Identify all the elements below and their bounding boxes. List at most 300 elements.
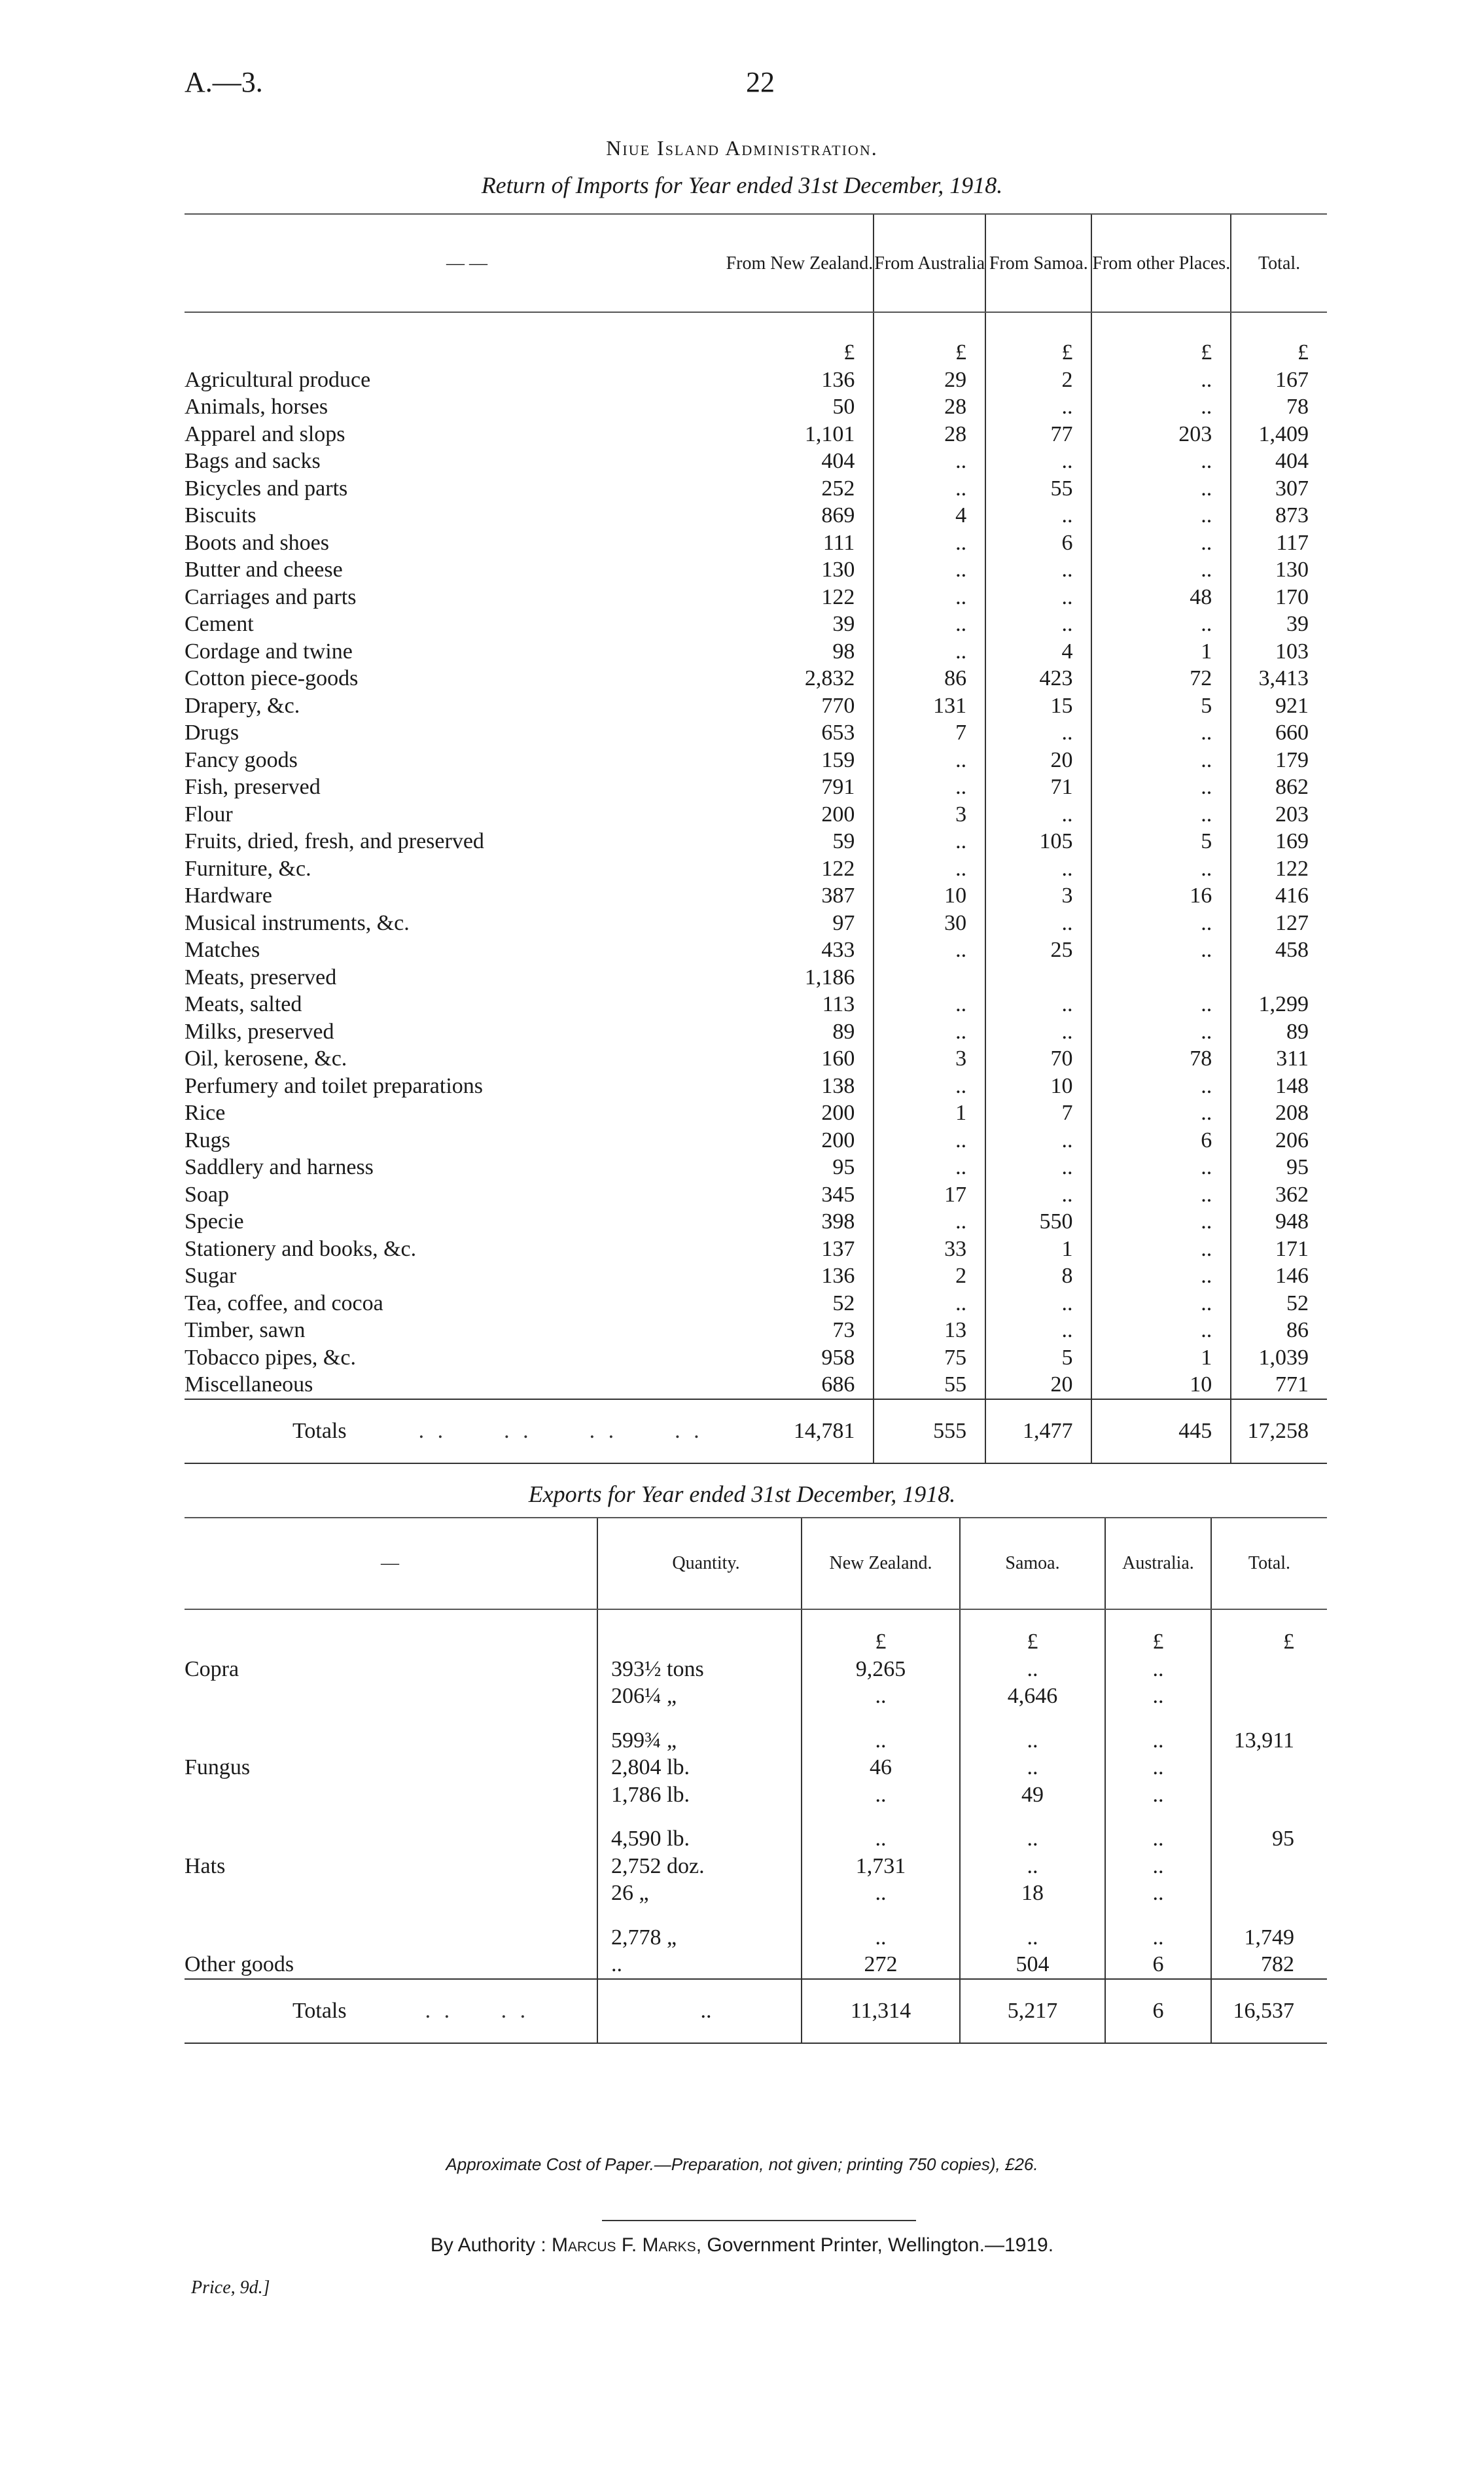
import-value-nz: 89: [832, 1019, 855, 1044]
import-value-samoa: ..: [1061, 584, 1073, 609]
import-value-total: 873: [1275, 503, 1309, 527]
currency-au: £: [874, 312, 985, 366]
import-item-label: Flour: [185, 802, 233, 827]
import-value-samoa: 2: [1061, 367, 1073, 392]
export-value-australia: ..: [1152, 1881, 1164, 1905]
export-value-australia: ..: [1152, 1925, 1164, 1950]
price-note: Price, 9d.]: [191, 2277, 270, 2298]
import-value-au: ..: [955, 558, 967, 582]
export-quantity: 4,590 lb.: [611, 1827, 690, 1851]
export-value-samoa: ..: [1027, 1853, 1038, 1878]
col-header-other: From other Places.: [1091, 214, 1231, 312]
import-item-label: Agricultural produce: [185, 367, 371, 392]
import-value-samoa: 3: [1061, 884, 1073, 908]
import-value-total: 86: [1286, 1318, 1309, 1342]
export-item-label: Other goods: [185, 1952, 294, 1976]
export-value-samoa: 18: [1021, 1881, 1044, 1905]
imports-row: [185, 1344, 1327, 1372]
export-quantity: 2,778 „: [611, 1925, 677, 1950]
import-value-samoa: ..: [1061, 395, 1073, 419]
export-value-nz: 272: [864, 1952, 898, 1976]
import-item-label: Apparel and slops: [185, 421, 345, 446]
import-value-nz: 958: [821, 1345, 855, 1370]
import-value-nz: 433: [821, 938, 855, 962]
imports-row: [185, 475, 1327, 503]
import-value-other: 203: [1178, 421, 1212, 446]
imports-row: [185, 421, 1327, 448]
import-value-other: ..: [1201, 1264, 1212, 1288]
import-value-nz: 160: [821, 1046, 855, 1071]
imports-row: [185, 556, 1327, 584]
import-value-total: 1,409: [1258, 421, 1309, 446]
import-value-au: ..: [955, 1128, 967, 1152]
import-value-au: 7: [955, 721, 967, 745]
totals-nz: 14,781: [726, 1399, 874, 1463]
import-value-samoa: 71: [1050, 775, 1073, 799]
import-value-au: ..: [955, 639, 967, 664]
import-value-nz: 387: [821, 884, 855, 908]
import-item-label: Tea, coffee, and cocoa: [185, 1291, 383, 1315]
imports-row: [185, 910, 1327, 937]
import-value-other: ..: [1201, 747, 1212, 772]
imports-header-row: [185, 214, 1327, 312]
import-value-au: ..: [955, 612, 967, 636]
import-item-label: Perfumery and toilet preparations: [185, 1073, 484, 1098]
export-value-nz: ..: [875, 1827, 887, 1851]
imports-row: [185, 1073, 1327, 1100]
import-value-total: 660: [1275, 721, 1309, 745]
footer-divider: [602, 2220, 916, 2221]
import-value-nz: 345: [821, 1182, 855, 1207]
import-value-total: 78: [1286, 395, 1309, 419]
currency-row: [185, 312, 1327, 366]
import-value-au: ..: [955, 1073, 967, 1098]
import-value-samoa: 550: [1039, 1209, 1073, 1234]
import-item-label: Fish, preserved: [185, 775, 321, 799]
import-value-total: 206: [1275, 1128, 1309, 1152]
imports-row: [185, 393, 1327, 421]
import-value-total: 39: [1286, 612, 1309, 636]
exp-totals-qty: ..: [597, 1979, 802, 2043]
col-header-samoa: From Samoa.: [985, 214, 1091, 312]
import-value-other: ..: [1201, 1182, 1212, 1207]
import-value-nz: 791: [821, 775, 855, 799]
import-value-nz: 1,186: [804, 965, 855, 990]
export-value-samoa: ..: [1027, 1728, 1038, 1753]
import-value-samoa: 55: [1050, 476, 1073, 501]
import-item-label: Miscellaneous: [185, 1372, 313, 1397]
import-value-au: 17: [944, 1182, 967, 1207]
import-value-au: 10: [944, 884, 967, 908]
import-value-other: 78: [1190, 1046, 1212, 1071]
import-value-nz: 136: [821, 367, 855, 392]
printer-authority: [0, 2234, 1484, 2257]
import-value-au: ..: [955, 476, 967, 501]
import-value-nz: 130: [821, 558, 855, 582]
import-value-au: 131: [933, 693, 967, 718]
import-value-au: ..: [955, 449, 967, 473]
import-value-other: ..: [1201, 1209, 1212, 1234]
currency-nz: £: [843, 340, 855, 365]
exports-header-blank: —: [185, 1518, 597, 1609]
authority-prefix: By Authority :: [430, 2234, 546, 2256]
import-value-total: 167: [1275, 367, 1309, 392]
import-value-nz: 404: [821, 449, 855, 473]
totals-other: 445: [1091, 1399, 1231, 1463]
import-value-other: ..: [1201, 802, 1212, 827]
exports-row: [185, 1808, 1327, 1853]
import-value-au: 75: [944, 1345, 967, 1370]
exp-totals-nz: 11,314: [802, 1979, 960, 2043]
import-value-other: 10: [1190, 1372, 1212, 1397]
export-value-nz: ..: [875, 1684, 887, 1708]
import-value-total: 169: [1275, 829, 1309, 853]
import-value-au: ..: [955, 747, 967, 772]
import-value-au: 2: [955, 1264, 967, 1288]
import-value-samoa: 6: [1061, 530, 1073, 555]
export-quantity: 599¾ „: [611, 1728, 677, 1753]
export-value-nz: £: [875, 1630, 887, 1654]
export-value-nz: 46: [870, 1755, 892, 1779]
imports-header-blank: — —: [185, 214, 726, 312]
import-value-nz: 122: [821, 584, 855, 609]
import-value-au: ..: [955, 1019, 967, 1044]
import-item-label: Meats, preserved: [185, 965, 337, 990]
export-value-nz: ..: [875, 1925, 887, 1950]
import-value-nz: 122: [821, 856, 855, 881]
import-value-samoa: ..: [1061, 503, 1073, 527]
import-value-samoa: ..: [1061, 1128, 1073, 1152]
export-item-label: Fungus: [185, 1755, 251, 1779]
imports-row: [185, 1018, 1327, 1046]
exports-row: [185, 1609, 1327, 1656]
export-value-nz: ..: [875, 1728, 887, 1753]
import-value-nz: 59: [832, 829, 855, 853]
import-value-samoa: ..: [1061, 1182, 1073, 1207]
import-value-other: ..: [1201, 1155, 1212, 1179]
import-item-label: Specie: [185, 1209, 244, 1234]
import-value-nz: 137: [821, 1236, 855, 1261]
import-value-au: 86: [944, 666, 967, 690]
import-value-total: 921: [1275, 693, 1309, 718]
import-item-label: Drugs: [185, 721, 239, 745]
export-value-nz: 1,731: [855, 1853, 906, 1878]
import-value-nz: 138: [821, 1073, 855, 1098]
import-value-other: ..: [1201, 476, 1212, 501]
exports-row: [185, 1781, 1327, 1809]
totals-samoa: 1,477: [985, 1399, 1091, 1463]
import-item-label: Milks, preserved: [185, 1019, 334, 1044]
import-value-total: 89: [1286, 1019, 1309, 1044]
export-value-australia: ..: [1152, 1755, 1164, 1779]
import-value-au: ..: [955, 530, 967, 555]
import-value-au: 13: [944, 1318, 967, 1342]
export-item-label: Hats: [185, 1853, 226, 1878]
import-value-au: ..: [955, 829, 967, 853]
imports-row: [185, 502, 1327, 529]
import-value-total: 122: [1275, 856, 1309, 881]
export-quantity: 1,786 lb.: [611, 1782, 690, 1807]
import-value-total: 307: [1275, 476, 1309, 501]
import-item-label: Timber, sawn: [185, 1318, 306, 1342]
imports-row: [185, 1045, 1327, 1073]
export-value-nz: ..: [875, 1881, 887, 1905]
export-value-australia: ..: [1152, 1827, 1164, 1851]
import-value-samoa: 20: [1050, 747, 1073, 772]
import-value-total: 103: [1275, 639, 1309, 664]
import-value-total: 362: [1275, 1182, 1309, 1207]
import-item-label: Musical instruments, &c.: [185, 910, 410, 935]
import-item-label: Furniture, &c.: [185, 856, 311, 881]
import-value-nz: 398: [821, 1209, 855, 1234]
export-value-australia: 6: [1152, 1952, 1164, 1976]
exports-subtitle: Exports for Year ended 31st December, 1918.: [528, 1481, 956, 1507]
import-value-other: 16: [1190, 884, 1212, 908]
export-quantity: 2,752 doz.: [611, 1853, 705, 1878]
import-value-nz: 1,101: [804, 421, 855, 446]
import-value-samoa: 105: [1039, 829, 1073, 853]
import-item-label: Animals, horses: [185, 395, 328, 419]
imports-totals-row: Totals . . . . . . . . 14,781 555 1,477 445 17,258: [185, 1399, 1327, 1463]
imports-row: [185, 692, 1327, 720]
imports-row: [185, 1181, 1327, 1209]
import-value-other: ..: [1201, 395, 1212, 419]
import-value-other: 6: [1201, 1128, 1212, 1152]
import-value-other: ..: [1201, 367, 1212, 392]
import-value-nz: 686: [821, 1372, 855, 1397]
imports-row: [185, 937, 1327, 964]
import-value-samoa: ..: [1061, 1019, 1073, 1044]
import-value-total: 1,039: [1258, 1345, 1309, 1370]
export-value-total: £: [1283, 1630, 1294, 1654]
export-value-samoa: ..: [1027, 1925, 1038, 1950]
imports-row: [185, 855, 1327, 883]
imports-row: [185, 747, 1327, 774]
import-item-label: Hardware: [185, 884, 273, 908]
import-item-label: Fancy goods: [185, 747, 298, 772]
import-value-nz: 2,832: [804, 666, 855, 690]
import-value-samoa: ..: [1061, 910, 1073, 935]
import-value-au: ..: [955, 584, 967, 609]
exports-row: [185, 1907, 1327, 1952]
exports-row: [185, 1754, 1327, 1781]
exp-totals-samoa: 5,217: [960, 1979, 1105, 2043]
import-value-other: ..: [1201, 612, 1212, 636]
document-reference: A.—3.: [185, 66, 263, 98]
import-value-au: ..: [955, 938, 967, 962]
import-value-total: 862: [1275, 775, 1309, 799]
import-item-label: Rugs: [185, 1128, 230, 1152]
import-value-other: ..: [1201, 721, 1212, 745]
import-value-nz: 113: [822, 992, 855, 1016]
exp-col-australia: Australia.: [1105, 1518, 1211, 1609]
import-item-label: Soap: [185, 1182, 229, 1207]
import-value-samoa: 15: [1050, 693, 1073, 718]
exports-row: [185, 1951, 1327, 1979]
export-quantity: 393½ tons: [611, 1656, 704, 1681]
import-value-other: ..: [1201, 992, 1212, 1016]
import-item-label: Biscuits: [185, 503, 256, 527]
import-value-samoa: 77: [1050, 421, 1073, 446]
import-value-nz: 252: [821, 476, 855, 501]
import-value-total: 1,299: [1258, 992, 1309, 1016]
import-value-other: ..: [1201, 1073, 1212, 1098]
currency-samoa: £: [985, 312, 1091, 366]
import-value-au: 33: [944, 1236, 967, 1261]
import-value-au: ..: [955, 992, 967, 1016]
export-value-australia: ..: [1152, 1684, 1164, 1708]
import-value-au: 28: [944, 421, 967, 446]
imports-row: [185, 638, 1327, 666]
import-value-nz: 200: [821, 1101, 855, 1125]
import-value-au: 29: [944, 367, 967, 392]
import-value-total: 311: [1276, 1046, 1309, 1071]
export-value-australia: ..: [1152, 1782, 1164, 1807]
imports-row: [185, 964, 1327, 991]
import-value-au: ..: [955, 1155, 967, 1179]
import-item-label: Bicycles and parts: [185, 476, 348, 501]
import-value-total: 170: [1275, 584, 1309, 609]
import-item-label: Fruits, dried, fresh, and preserved: [185, 829, 484, 853]
import-value-total: 146: [1275, 1264, 1309, 1288]
import-value-other: 72: [1190, 666, 1212, 690]
import-value-other: ..: [1201, 1101, 1212, 1125]
exp-totals-label: Totals: [292, 1998, 347, 2023]
export-value-australia: ..: [1152, 1656, 1164, 1681]
import-value-au: ..: [955, 1291, 967, 1315]
export-value-australia: ..: [1152, 1853, 1164, 1878]
import-value-total: 117: [1276, 530, 1309, 555]
import-value-samoa: 1: [1061, 1236, 1073, 1261]
import-value-au: 3: [955, 802, 967, 827]
export-value-australia: £: [1152, 1630, 1164, 1654]
export-item-label: Copra: [185, 1656, 239, 1681]
import-value-total: 171: [1275, 1236, 1309, 1261]
export-value-nz: ..: [875, 1782, 887, 1807]
import-value-other: ..: [1201, 938, 1212, 962]
import-value-total: 52: [1286, 1291, 1309, 1315]
import-value-nz: 869: [821, 503, 855, 527]
imports-row: [185, 584, 1327, 611]
imports-row: [185, 719, 1327, 747]
import-value-nz: 98: [832, 639, 855, 664]
import-value-samoa: ..: [1061, 992, 1073, 1016]
import-value-samoa: ..: [1061, 856, 1073, 881]
exports-row: [185, 1656, 1327, 1683]
import-item-label: Matches: [185, 938, 260, 962]
imports-row: [185, 1371, 1327, 1399]
import-value-other: ..: [1201, 1236, 1212, 1261]
export-value-samoa: 4,646: [1007, 1684, 1058, 1708]
import-value-other: ..: [1201, 558, 1212, 582]
import-value-total: 179: [1275, 747, 1309, 772]
export-quantity: ..: [611, 1952, 622, 1976]
import-value-total: 458: [1275, 938, 1309, 962]
exp-totals-australia: 6: [1105, 1979, 1211, 2043]
page-number: 22: [746, 66, 775, 98]
import-value-nz: 111: [822, 530, 855, 555]
import-value-au: ..: [955, 775, 967, 799]
export-quantity: 2,804 lb.: [611, 1755, 690, 1779]
export-value-total: 1,749: [1244, 1925, 1294, 1950]
import-value-au: 30: [944, 910, 967, 935]
export-value-samoa: ..: [1027, 1827, 1038, 1851]
export-value-total: 95: [1272, 1827, 1294, 1851]
import-item-label: Rice: [185, 1101, 226, 1125]
import-value-other: 1: [1201, 639, 1212, 664]
exp-col-samoa: Samoa.: [960, 1518, 1105, 1609]
import-item-label: Meats, salted: [185, 992, 302, 1016]
export-value-samoa: 49: [1021, 1782, 1044, 1807]
import-value-samoa: ..: [1061, 802, 1073, 827]
import-value-other: ..: [1201, 503, 1212, 527]
import-value-nz: 653: [821, 721, 855, 745]
import-value-samoa: ..: [1061, 1155, 1073, 1179]
authority-suffix: , Government Printer, Wellington.—1919.: [696, 2234, 1054, 2256]
exp-col-nz: New Zealand.: [802, 1518, 960, 1609]
import-value-au: ..: [955, 1209, 967, 1234]
totals-au: 555: [874, 1399, 985, 1463]
imports-row: [185, 828, 1327, 855]
exports-table: [185, 1517, 1327, 2044]
import-value-nz: 136: [821, 1264, 855, 1288]
import-value-total: 127: [1275, 910, 1309, 935]
import-value-samoa: 4: [1061, 639, 1073, 664]
import-value-nz: 52: [832, 1291, 855, 1315]
import-value-samoa: ..: [1061, 721, 1073, 745]
import-value-nz: 200: [821, 802, 855, 827]
import-item-label: Saddlery and harness: [185, 1155, 374, 1179]
exports-header-row: [185, 1518, 1327, 1609]
imports-row: [185, 366, 1327, 394]
import-item-label: Cordage and twine: [185, 639, 353, 664]
import-value-nz: 770: [821, 693, 855, 718]
export-value-total: 782: [1261, 1952, 1294, 1976]
import-value-au: 3: [955, 1046, 967, 1071]
imports-subtitle: Return of Imports for Year ended 31st December, 1918.: [481, 172, 1003, 198]
import-value-samoa: ..: [1061, 1291, 1073, 1315]
import-item-label: Cotton piece-goods: [185, 666, 359, 690]
import-value-samoa: 70: [1050, 1046, 1073, 1071]
import-value-samoa: 20: [1050, 1372, 1073, 1397]
import-value-total: 208: [1275, 1101, 1309, 1125]
import-value-other: ..: [1201, 856, 1212, 881]
import-value-total: 130: [1275, 558, 1309, 582]
imports-row: [185, 1290, 1327, 1317]
import-value-au: ..: [955, 856, 967, 881]
import-value-other: ..: [1201, 1318, 1212, 1342]
export-value-samoa: £: [1027, 1630, 1038, 1654]
import-value-samoa: 25: [1050, 938, 1073, 962]
printer-name: Marcus F. Marks: [552, 2234, 696, 2256]
imports-row: [185, 882, 1327, 910]
import-value-au: 28: [944, 395, 967, 419]
import-value-other: 5: [1201, 829, 1212, 853]
totals-label: Totals: [292, 1418, 347, 1443]
import-value-nz: 39: [832, 612, 855, 636]
import-item-label: Tobacco pipes, &c.: [185, 1345, 356, 1370]
import-item-label: Sugar: [185, 1264, 237, 1288]
exports-row: [185, 1853, 1327, 1880]
import-value-other: 48: [1190, 584, 1212, 609]
import-item-label: Drapery, &c.: [185, 693, 300, 718]
imports-row: [185, 1154, 1327, 1181]
import-value-samoa: 423: [1039, 666, 1073, 690]
import-value-nz: 159: [821, 747, 855, 772]
page-title: Niue Island Administration.: [606, 136, 878, 160]
import-value-nz: 97: [832, 910, 855, 935]
import-item-label: Carriages and parts: [185, 584, 357, 609]
